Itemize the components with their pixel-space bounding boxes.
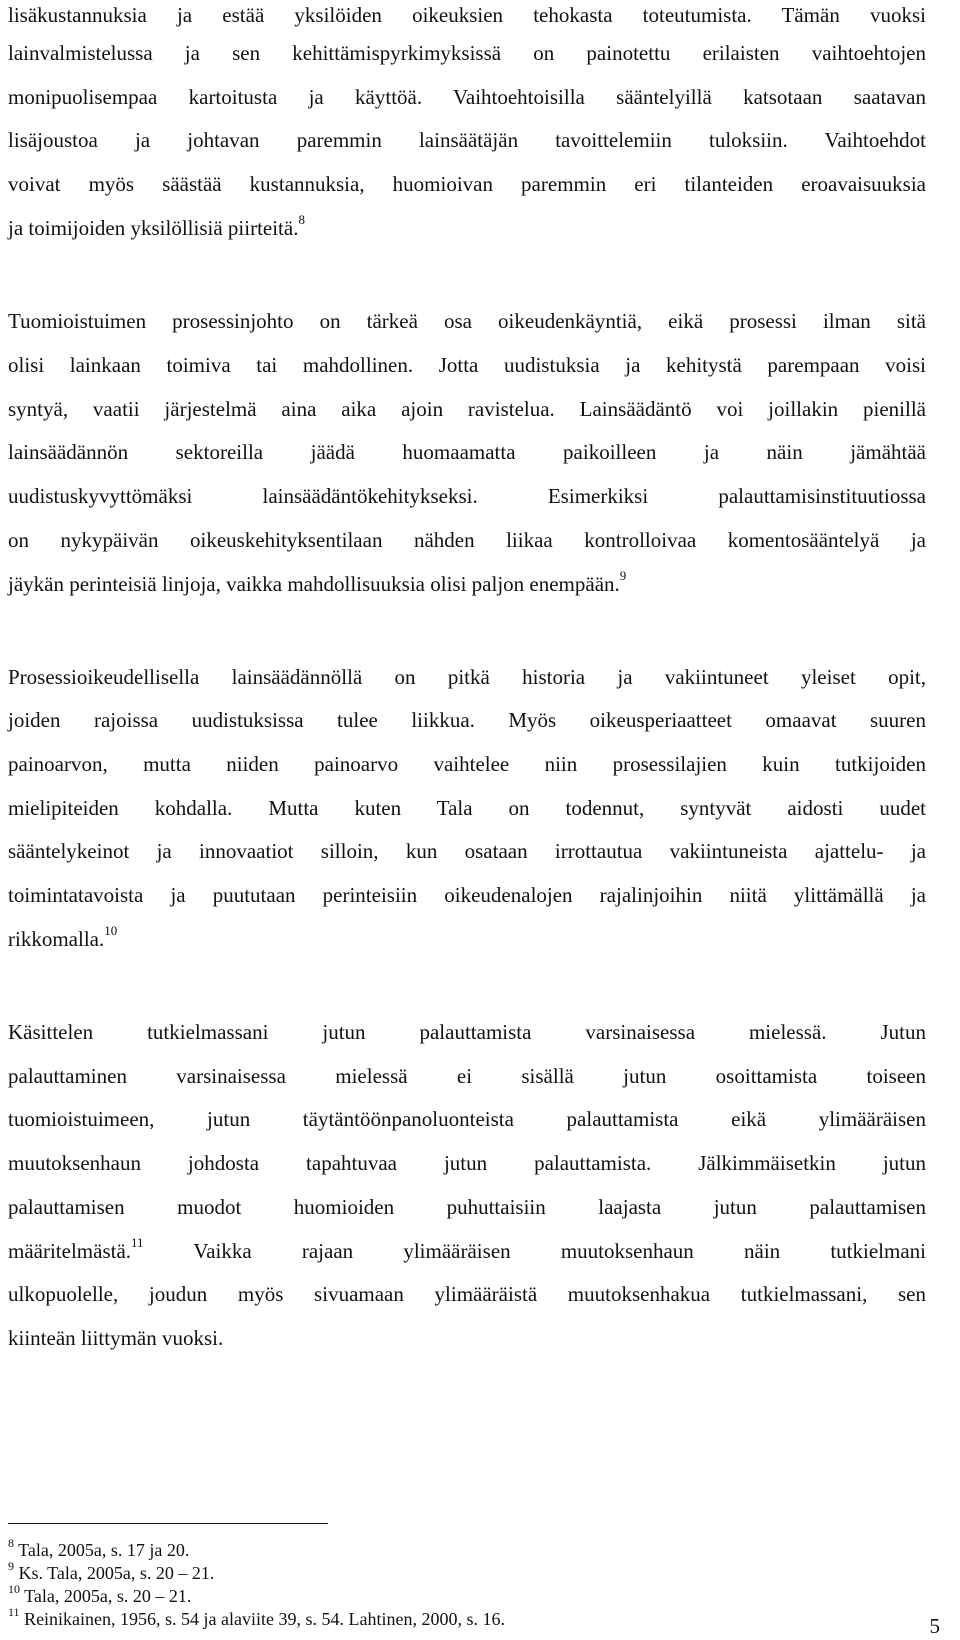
footnote-ref: 8 [298,212,305,227]
footnote: $^8$ Tala, 2005a, s. 17 ja 20. [8,1536,190,1560]
body-line: Tuomioistuimen prosessinjohto on tärkeä osa oikeudenkäyntiä, eikä prosessi ilman sitä [8,309,926,333]
body-line: lisäjoustoa ja johtavan paremmin lainsäätäjän tavoittelemiin tuloksiin. Vaihtoehdot [8,128,926,152]
footnote-separator [8,1523,328,1524]
body-line: ulkopuolelle, joudun myös sivuamaan ylimääräistä muutoksenhakua tutkielmassani, sen [8,1282,926,1306]
body-line: muutoksenhaun johdosta tapahtuvaa jutun palauttamista. Jälkimmäisetkin jutun [8,1151,926,1175]
body-line: ja toimijoiden yksilöllisiä piirteitä.$^8$ [8,212,305,240]
body-line: tuomioistuimeen, jutun täytäntöönpanoluonteista palauttamista eikä ylimääräisen [8,1107,926,1131]
body-line: painoarvon, mutta niiden painoarvo vaihtelee niin prosessilajien kuin tutkijoiden [8,752,926,776]
body-line: monipuolisempaa kartoitusta ja käyttöä. Vaihtoehtoisilla sääntelyillä katsotaan saatavan [8,85,926,109]
body-line: olisi lainkaan toimiva tai mahdollinen. Jotta uudistuksia ja kehitystä parempaan voisi [8,353,926,377]
body-line: lainvalmistelussa ja sen kehittämispyrkimyksissä on painotettu erilaisten vaihtoehtojen [8,41,926,65]
footnote: $^9$ Ks. Tala, 2005a, s. 20 – 21. [8,1559,215,1583]
footnote-ref: 10 [104,923,118,938]
body-line: joiden rajoissa uudistuksissa tulee liikkua. Myös oikeusperiaatteet omaavat suuren [8,708,926,732]
body-line: syntyä, vaatii järjestelmä aina aika ajoin ravistelua. Lainsäädäntö voi joillakin pienillä [8,397,926,421]
body-line: määritelmästä.$^{11}$ Vaikka rajaan ylimääräisen muutoksenhaun näin tutkielmani [8,1235,926,1263]
body-line: rikkomalla.$^{10}$ [8,923,118,951]
footnote: $^{11}$ Reinikainen, 1956, s. 54 ja alaviite 39, s. 54. Lahtinen, 2000, s. 16. [8,1605,505,1629]
page-number: 5 [929,1614,940,1638]
footnote: $^{10}$ Tala, 2005a, s. 20 – 21. [8,1582,192,1606]
footnote-number: 9 [8,1559,14,1573]
footnote-ref: 9 [619,568,627,583]
body-line: lainsäädännön sektoreilla jäädä huomaamatta paikoilleen ja näin jämähtää [8,440,926,464]
body-line: toimintatavoista ja puututaan perinteisiin oikeudenalojen rajalinjoihin niitä ylittämällä ja [8,883,926,907]
body-line: mielipiteiden kohdalla. Mutta kuten Tala on todennut, syntyvät aidosti uudet [8,796,926,820]
body-line: lisäkustannuksia ja estää yksilöiden oikeuksien tehokasta toteutumista. Tämän vuoksi [8,3,926,27]
footnote-number: 11 [8,1605,20,1619]
body-line: Prosessioikeudellisella lainsäädännöllä on pitkä historia ja vakiintuneet yleiset opit, [8,665,926,689]
body-line: sääntelykeinot ja innovaatiot silloin, kun osataan irrottautua vakiintuneista ajattelu- ja [8,839,926,863]
body-line: kiinteän liittymän vuoksi. [8,1326,224,1350]
body-line: uudistuskyvyttömäksi lainsäädäntökehitykseksi. Esimerkiksi palauttamisinstituutiossa [8,484,926,508]
footnote-number: 10 [8,1582,20,1596]
body-line: on nykypäivän oikeuskehityksentilaan nähden liikaa kontrolloivaa komentosääntelyä ja [8,528,926,552]
body-line: jäykän perinteisiä linjoja, vaikka mahdollisuuksia olisi paljon enempään.$^9$ [8,568,627,596]
body-line: palauttaminen varsinaisessa mielessä ei sisällä jutun osoittamista toiseen [8,1064,926,1088]
footnote-number: 8 [8,1536,14,1550]
body-line: Käsittelen tutkielmassani jutun palauttamista varsinaisessa mielessä. Jutun [8,1020,926,1044]
body-line: palauttamisen muodot huomioiden puhuttaisiin laajasta jutun palauttamisen [8,1195,926,1219]
body-line: voivat myös säästää kustannuksia, huomioivan paremmin eri tilanteiden eroavaisuuksia [8,172,926,196]
footnote-ref: 11 [131,1235,144,1250]
